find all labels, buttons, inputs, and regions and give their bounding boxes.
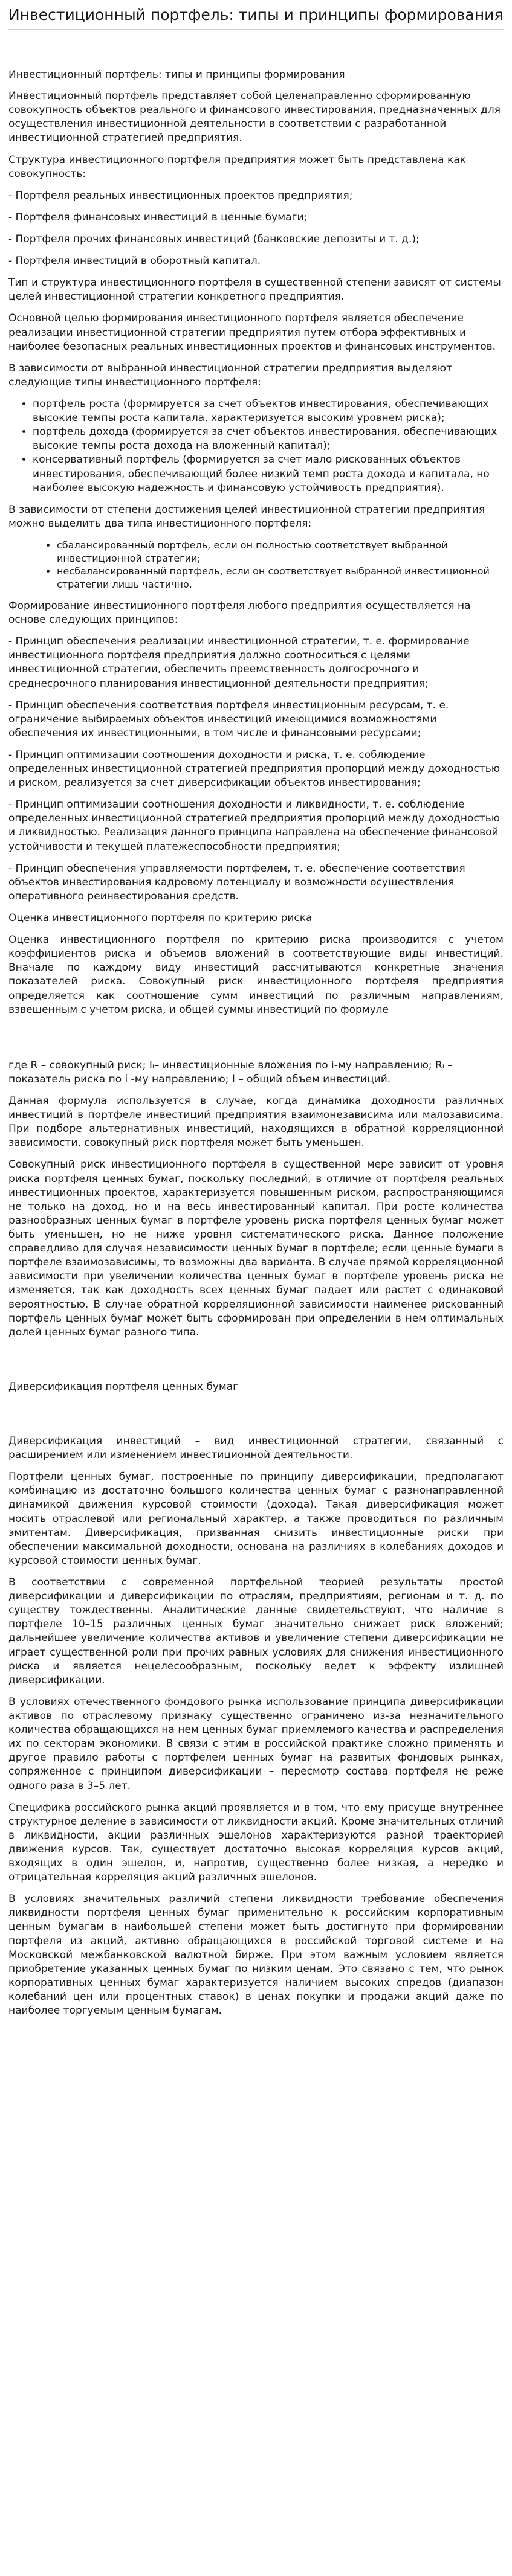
paragraph-diversification-portfolios: Портфели ценных бумаг, построенные по принципу диверсификации, предполагают комбинацию из достаточно большого количества ценных бумаг с разнонаправленной динамикой движения курсовой стоимости (дохода). Такая диверсификация может носить отраслевой или региональный характер, а также проводиться по различным эмитентам. Диверсификация, призванная снизить инвестиционные риски при обеспечении максимальной доходности, основана на различиях в колебаниях доходов и курсовой стоимости ценных бумаг. [8, 1471, 504, 1567]
balance-types-list [8, 539, 504, 591]
paragraph-type-structure: Тип и структура инвестиционного портфеля в существенной степени зависят от системы целей инвестиционной стратегии конкретного предприятия. [8, 277, 501, 303]
paragraph-types-intro: В зависимости от выбранной инвестиционной стратегии предприятия выделяют следующие типы инвестиционного портфеля: [8, 362, 452, 388]
list-item: • несбалансированный портфель, если он соответствует выбранной инвестиционной стратегии лишь частично. [57, 565, 504, 591]
principle-item: - Принцип обеспечения управляемости портфелем, т. е. обеспечение соответствия объектов инвестирования кадровому потенциалу и возможности осуществления оперативного реинвестирования средств. [8, 862, 465, 902]
list-item: • сбалансированный портфель, если он полностью соответствует выбранной инвестиционной стратегии; [57, 539, 504, 565]
document-header: Инвестиционный портфель: типы и принципы формирования [8, 69, 345, 81]
structure-item: - Портфеля реальных инвестиционных проектов предприятия; [8, 189, 353, 202]
portfolio-types-list [8, 397, 504, 495]
section-spacer [8, 1347, 504, 1380]
formula-placeholder [8, 1025, 504, 1059]
paragraph-formula-legend: где R – совокупный риск; Iᵢ– инвестиционные вложения по i-му направлению; Rᵢ – показатель риска по i -му направлению; I – общий объем инвестиций. [8, 1059, 453, 1085]
list-item: • портфель дохода (формируется за счет объектов инвестирования, обеспечивающих высокие темпы роста дохода на вложенный капитал); [33, 425, 504, 453]
list-item: • портфель роста (формируется за счет объектов инвестирования, обеспечивающих высокие темпы роста капитала, характеризуется высоким уровнем риска); [33, 397, 504, 425]
paragraph-structure-intro: Структура инвестиционного портфеля предприятия может быть представлена как совокупность: [8, 153, 466, 180]
page-title: Инвестиционный портфель: типы и принципы формирования [8, 0, 504, 30]
paragraph-formula-usage: Данная формула используется в случае, когда динамика доходности различных инвестиций в портфеле инвестиций предприятия взаимонезависима или малозависима. При подборе альтернативных инвестиций, находящихся в обратной корреляционной зависимости, совокупный риск портфеля может быть уменьшен. [8, 1095, 504, 1149]
paragraph-definition: Инвестиционный портфель представляет собой целенаправленно сформированную совокупность объектов реального и финансового инвестирования, предназначенных для осуществления инвестиционной деятельности в соответствии с разработанной инвестиционной стратегией предприятия. [8, 90, 501, 144]
section-title: Диверсификация портфеля ценных бумаг [8, 1380, 239, 1393]
structure-item: - Портфеля финансовых инвестиций в ценные бумаги; [8, 211, 308, 223]
paragraph-main-goal: Основной целью формирования инвестиционного портфеля является обеспечение реализации инвестиционной стратегии предприятия путем отбора эффективных и наиболее безопасных реальных инвестиционных проектов и финансовых инструментов. [8, 312, 496, 353]
principle-item: - Принцип оптимизации соотношения доходности и ликвидности, т. е. соблюдение определенных инвестиционной стратегией предприятия пропорций между доходностью и ликвидностью. Реализация данного принципа направлена на обеспечение финансовой устойчивости и текущей платежеспособности предприятия; [8, 798, 501, 853]
principle-item: - Принцип обеспечения реализации инвестиционной стратегии, т. е. формирование инвестиционного портфеля предприятия должно соотноситься с целями инвестиционной стратегии, обеспечить преемственность долгосрочного и среднесрочного планирования инвестиционной деятельности предприятия; [8, 635, 470, 690]
structure-item: - Портфеля инвестиций в оборотный капитал. [8, 255, 261, 268]
paragraph-portfolio-theory: В соответствии с современной портфельной теорией результаты простой диверсификации и диверсификации по отраслям, предприятиям, регионам и т. д. по существу тождественны. Аналитические данные свидетельствуют, что наличие в портфеле 10–15 различных ценных бумаг значительно снижает риск вложений; дальнейшее увеличение количества активов и увеличение степени диверсификации не играет существенной роли при прочих равных условиях для снижения инвестиционного риска и является нецелесообразным, поскольку ведет к эффекту излишней диверсификации. [8, 1576, 504, 1686]
principle-item: - Принцип оптимизации соотношения доходности и риска, т. е. соблюдение определенных инвестиционной стратегией предприятия пропорций между доходностью и риском, реализуется за счет диверсификации объектов инвестирования; [8, 748, 501, 789]
structure-item: - Портфеля прочих финансовых инвестиций (банковские депозиты и т. д.); [8, 233, 420, 245]
list-item: • консервативный портфель (формируется за счет мало рискованных объектов инвестирования, обеспечивающий более низкий темп роста дохода и капитала, но наиболее высокую надежность и финансовую устойчивость предприятия). [33, 453, 504, 495]
paragraph-diversification-def: Диверсификация инвестиций – вид инвестиционной стратегии, связанный с расширением или изменением инвестиционной деятельности. [8, 1434, 504, 1462]
principle-item: - Принцип обеспечения соответствия портфеля инвестиционным ресурсам, т. е. ограничение выбираемых объектов инвестиций имеющимися возможностями обеспечения их инвестиционными, в том числе и финансовыми ресурсами; [8, 699, 449, 739]
paragraph-domestic-market: В условиях отечественного фондового рынка использование принципа диверсификации активов по отраслевому признаку существенно ограничено из-за незначительного количества обращающихся на нем ценных бумаг приемлемого качества и распределения их по секторам экономики. В связи с этим в российской практике сложно применять и другое правило работы с портфелем ценных бумаг на развитых фондовых рынках, сопряженное с принципом диверсификации – пересмотр состава портфеля не реже одного раза в 3–5 лет. [8, 1695, 504, 1792]
paragraph-risk-evaluation: Оценка инвестиционного портфеля по критерию риска производится с учетом коэффициентов риска и объемов вложений в соответствующие виды инвестиций. Вначале по каждому виду инвестиций рассчитываются конкретные значения показателей риска. Совокупный риск инвестиционного портфеля предприятия определяется как соотношение сумм инвестиций по различным направлениям, взвешенным с учетом риска, и общей суммы инвестиций по формуле [8, 934, 504, 1016]
paragraph-balance-intro: В зависимости от степени достижения целей инвестиционной стратегии предприятия можно выделить два типа инвестиционного портфеля: [8, 503, 485, 530]
section-spacer [8, 1402, 504, 1434]
paragraph-risk-heading: Оценка инвестиционного портфеля по критерию риска [8, 912, 313, 925]
paragraph-russian-specifics: Специфика российского рынка акций проявляется и в том, что ему присуще внутреннее структурное деление в зависимости от ликвидности акций. Кроме значительных отличий в ликвидности, акции различных эшелонов характеризуются разной траекторией движения курсов. Так, существует достаточно высокая корреляция курсов акций, входящих в один эшелон, и, напротив, существенно более низкая, а нередко и отрицательная корреляция акций различных эшелонов. [8, 1801, 504, 1884]
paragraph-total-risk: Совокупный риск инвестиционного портфеля в существенной мере зависит от уровня риска портфеля ценных бумаг, поскольку последний, в отличие от портфеля реальных инвестиционных проектов, характеризуется повышенным риском, распространяющимся не только на доход, но и на весь инвестированный капитал. При росте количества разнообразных ценных бумаг в портфеле уровень риска портфеля ценных бумаг может быть уменьшен, но не ниже уровня систематического риска. Данное положение справедливо для случая независимости ценных бумаг в портфеле; если ценные бумаги в портфеле взаимозависимы, то возможны два варианта. В случае прямой корреляционной зависимости при увеличении количества ценных бумаг в портфеле уровень риска не изменяется, так как доходность всех ценных бумаг падает или растет с одинаковой вероятностью. В случае обратной корреляционной зависимости наименее рискованный портфель ценных бумаг может быть сформирован при определении в нем оптимальных долей ценных бумаг разного типа. [8, 1158, 504, 1338]
paragraph-principles-intro: Формирование инвестиционного портфеля любого предприятия осуществляется на основе следующих принципов: [8, 599, 471, 626]
paragraph-liquidity: В условиях значительных различий степени ликвидности требование обеспечения ликвидности портфеля ценных бумаг применительно к российским корпоративным ценным бумагам в наибольшей степени может быть достигнуто при формировании портфеля из акций, активно обращающихся в российской торговой системе и на Московской межбанковской валютной бирже. При этом важным условием является приобретение указанных ценных бумаг по низким ценам. Это связано с тем, что рынок корпоративных ценных бумаг характеризуется наличием высоких спредов (диапазон колебаний цен или процентных ставок) в ценах покупки и продажи акций даже по наиболее торгуемым ценным бумагам. [8, 1893, 504, 2017]
